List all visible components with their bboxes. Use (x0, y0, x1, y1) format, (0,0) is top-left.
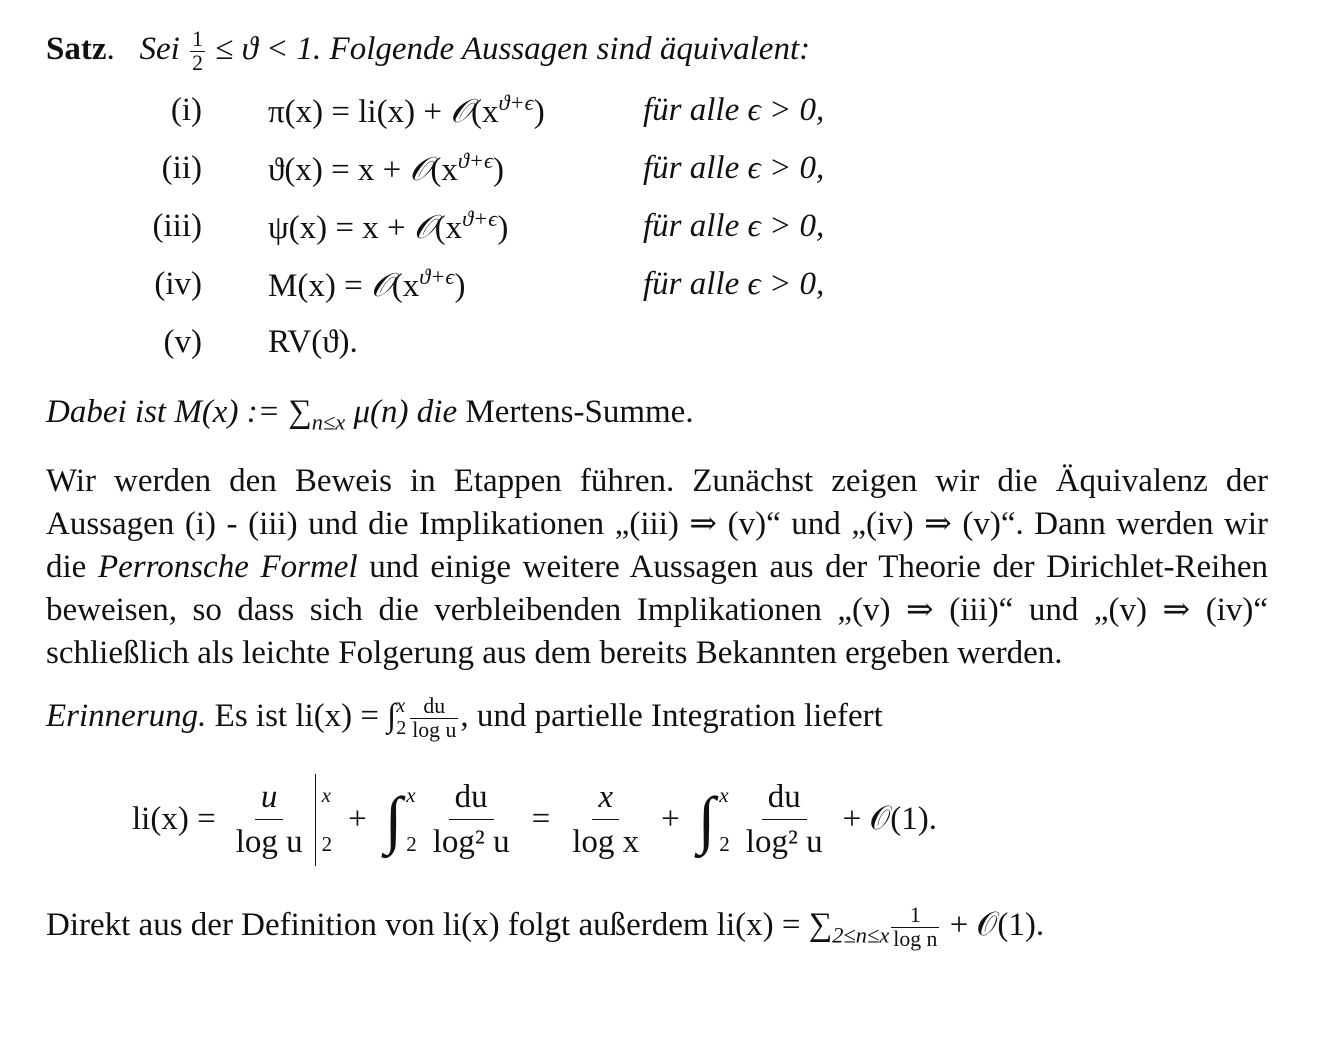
fraction-one-half: $\frac{1}{2}$ (192, 27, 203, 75)
theorem-item (46, 89, 1268, 132)
integral-limits: x 2 (406, 782, 417, 856)
item-formula: $ϑ(x) = x + 𝒪(x^{ϑ+\epsilon})$ (268, 147, 505, 188)
theorem-items (46, 89, 1268, 379)
item-label: (i) (170, 91, 202, 128)
item-formula: RV(ϑ). (268, 323, 358, 360)
display-fraction: $\frac{du}{\text{log² u}}$ (427, 775, 516, 864)
theorem-intro-relation: ≤ ϑ < 1. (215, 31, 322, 67)
item-condition: für alle ϵ > 0, (643, 91, 825, 128)
reminder-label: Erinnerung. (46, 697, 207, 734)
final-paragraph: Direkt aus der Definition von li(x) folgt außerdem $li(x) = \sum_{2\le n\le x}$ $\frac{1}{\text{log n}}$ + 𝒪(1). (46, 902, 1045, 951)
theorem-item (46, 205, 1268, 248)
theorem-label: Satz (46, 31, 107, 67)
theorem-intro-suffix: Folgende Aussagen sind äquivalent: (329, 31, 811, 67)
item-label: (iv) (154, 265, 202, 302)
reminder-paragraph: Erinnerung. Es ist li(x) = ∫ x 2 $\frac{du}{\text{log u}}$ , und partielle Integration liefert (46, 693, 883, 742)
item-formula: $M(x) = 𝒪(x^{ϑ+\epsilon})$ (268, 263, 466, 304)
item-formula: $\psi(x) = x + 𝒪(x^{ϑ+\epsilon})$ (268, 205, 509, 246)
display-tail: + 𝒪(1). (842, 801, 937, 838)
reminder-fraction: $\frac{du}{\text{log u}}$ (412, 693, 457, 742)
item-condition: für alle ϵ > 0, (643, 207, 825, 244)
display-fraction: $\frac{du}{\text{log² u}}$ (740, 775, 829, 864)
item-condition: für alle ϵ > 0, (643, 265, 825, 302)
theorem-item (46, 263, 1268, 306)
final-fraction: $\frac{1}{\text{log n}}$ (893, 902, 938, 951)
mertens-note: Dabei ist M(x) := $\sum_{n\le x}$ μ(n) die Mertens-Summe. (46, 393, 694, 435)
display-lhs: li(x) = (132, 801, 216, 838)
item-condition: für alle ϵ > 0, (643, 149, 825, 186)
item-label: (iii) (152, 207, 202, 244)
display-fraction: $\frac{x}{\text{log x}}$ (566, 775, 645, 864)
integral-limits: x 2 (719, 782, 730, 856)
proof-plan-paragraph: Wir werden den Beweis in Etappen führen. Zunächst zeigen wir die Äquivalenz der Aussagen (i) - (iii) und die Implikationen „(iii) ⇒ (v)“ und „(iv) ⇒ (v)“. Dann werden wir die Perronsche Formel und einige weitere Aussagen aus der Theorie der Dirichlet-Reihen beweisen, so dass sich die verbleibenden Implikationen „(v) ⇒ (iii)“ und „(v) ⇒ (iv)“ schließlich als leichte Folgerung aus dem bereits Bekannten ergeben werden. (46, 462, 1268, 671)
integral-sign: ∫ (384, 783, 403, 855)
item-label: (ii) (161, 149, 202, 186)
item-formula: $\pi(x) = li(x) + 𝒪(x^{ϑ+\epsilon})$ (268, 89, 545, 130)
evaluation-bar: x 2 (315, 774, 333, 866)
theorem-statement: Satz. Sei $\frac{1}{2}$ ≤ ϑ < 1. Folgende Aussagen sind äquivalent: (46, 27, 811, 75)
page-content (46, 28, 1268, 970)
integral-sign: ∫ (697, 783, 716, 855)
display-fraction: $\frac{u}{\text{log u}}$ (230, 775, 309, 864)
perron-formula-term: Perronsche Formel (97, 548, 358, 585)
theorem-item (46, 147, 1268, 190)
item-label: (v) (163, 323, 202, 360)
theorem-item (46, 321, 1268, 364)
theorem-intro-prefix: Sei (139, 31, 180, 67)
display-equation: li(x) = $\frac{u}{\text{log u}}$ x 2 + ∫ x 2 $\frac{du}{\text{log² u}}$ = $\frac{x}{\text{log x}}$ + ∫ x 2 $\frac{du}{\text{log² u}}$ + 𝒪(1). (46, 760, 1268, 886)
